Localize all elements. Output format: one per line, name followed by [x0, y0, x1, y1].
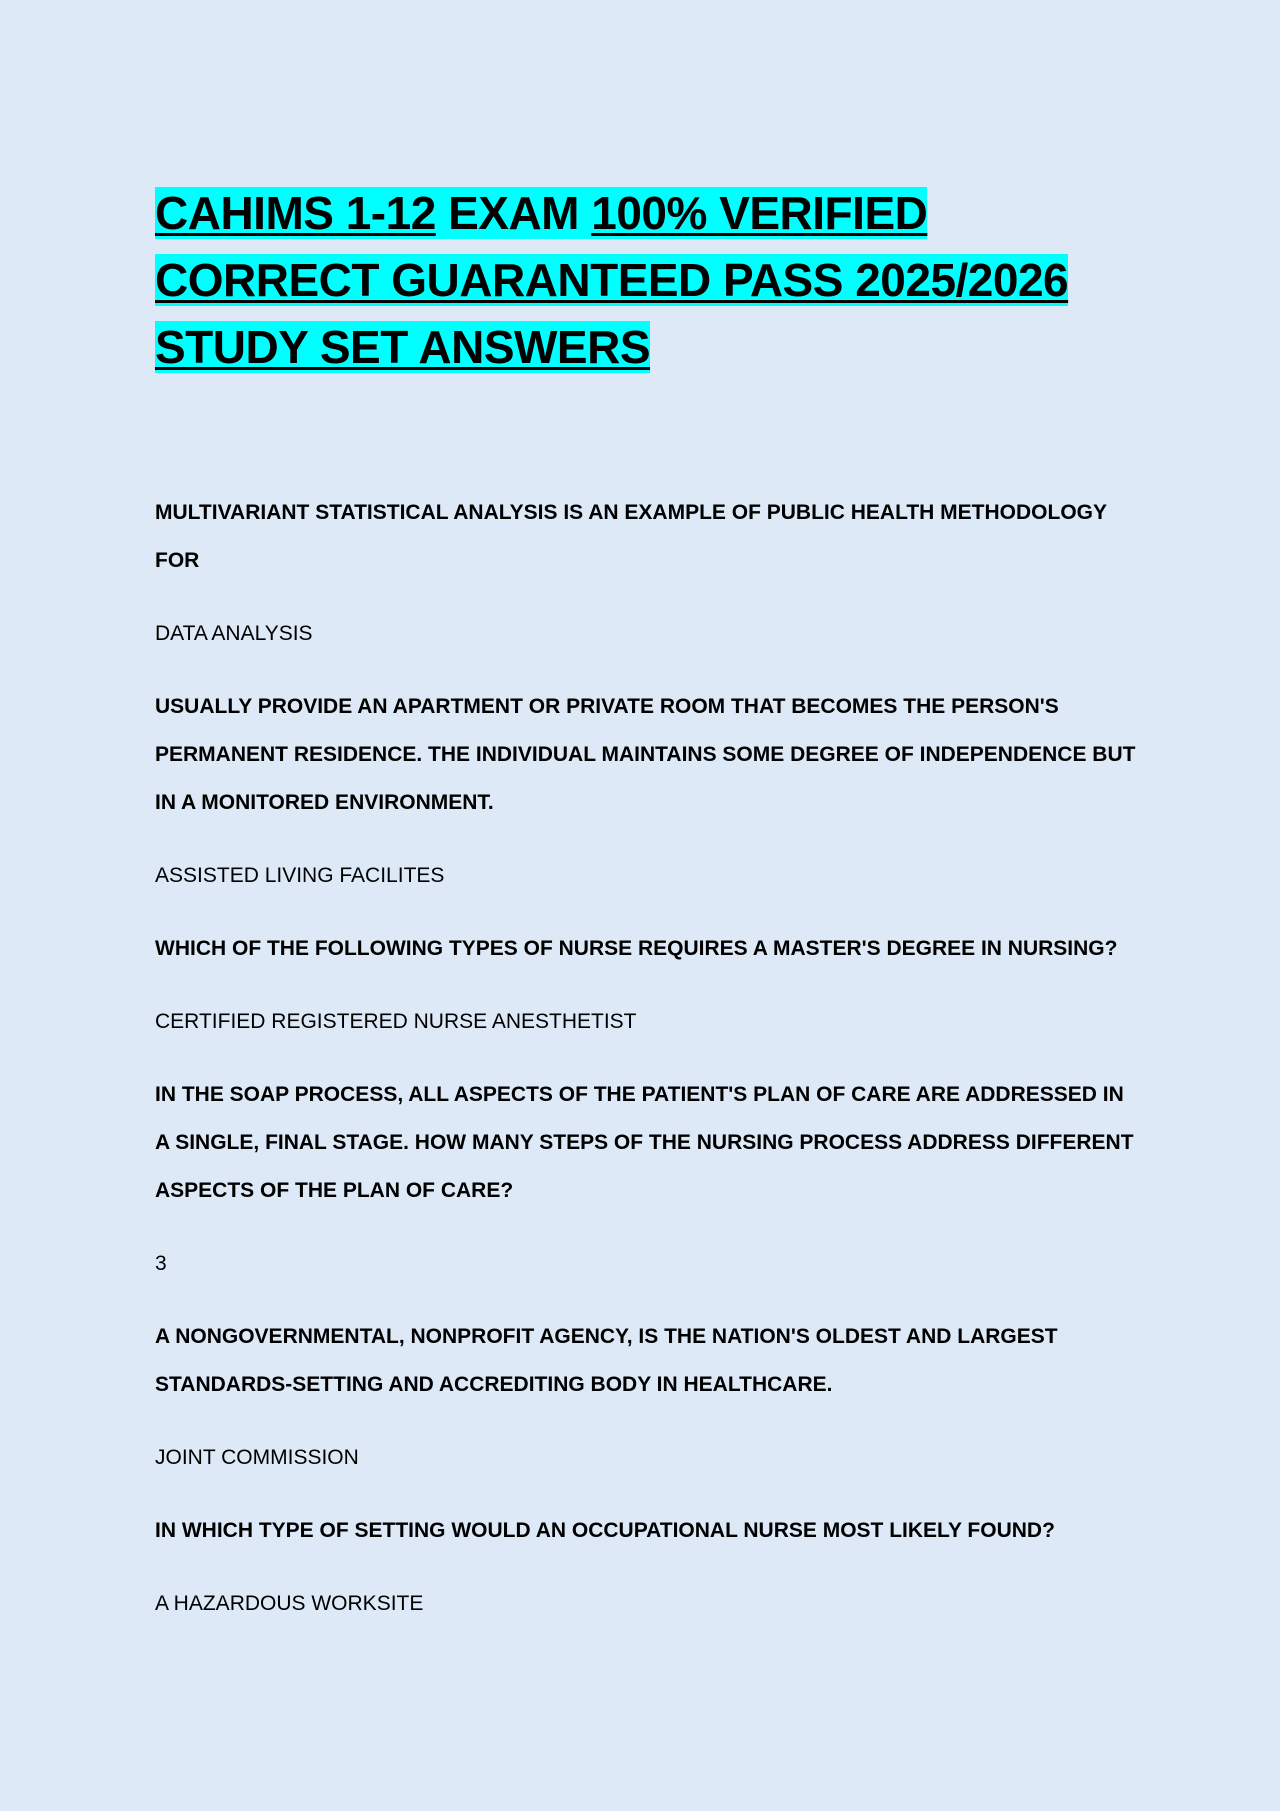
answer-text: 3 — [155, 1252, 167, 1275]
question-text: IN WHICH TYPE OF SETTING WOULD AN OCCUPATIONAL NURSE MOST LIKELY FOUND? — [155, 1519, 1055, 1542]
title-part-exam-code: CAHIMS 1-12 — [155, 187, 436, 239]
qa-item — [155, 925, 1140, 1046]
qa-item — [155, 1313, 1140, 1482]
answer-text: CERTIFIED REGISTERED NURSE ANESTHETIST — [155, 1010, 637, 1033]
answer-text: ASSISTED LIVING FACILITES — [155, 864, 445, 887]
question-text: USUALLY PROVIDE AN APARTMENT OR PRIVATE ROOM THAT BECOMES THE PERSON'S PERMANENT RESIDENCE. THE INDIVIDUAL MAINTAINS SOME DEGREE OF INDEPENDENCE BUT IN A MONITORED ENVIRONMENT. — [155, 695, 1136, 814]
qa-item — [155, 1507, 1140, 1628]
qa-item — [155, 683, 1140, 900]
question-text: IN THE SOAP PROCESS, ALL ASPECTS OF THE PATIENT'S PLAN OF CARE ARE ADDRESSED IN A SINGLE, FINAL STAGE. HOW MANY STEPS OF THE NURSING PROCESS ADDRESS DIFFERENT ASPECTS OF THE PLAN OF CARE? — [155, 1083, 1134, 1202]
document-title — [155, 180, 1140, 381]
answer-text: DATA ANALYSIS — [155, 622, 313, 645]
title-part-tagline: 100% VERIFIED CORRECT GUARANTEED PASS 2025/2026 STUDY SET ANSWERS — [155, 187, 1069, 373]
question-text: WHICH OF THE FOLLOWING TYPES OF NURSE REQUIRES A MASTER'S DEGREE IN NURSING? — [155, 937, 1118, 960]
qa-item — [155, 1071, 1140, 1288]
qa-list — [155, 489, 1140, 1628]
answer-text: JOINT COMMISSION — [155, 1446, 359, 1469]
question-text: A NONGOVERNMENTAL, NONPROFIT AGENCY, IS THE NATION'S OLDEST AND LARGEST STANDARDS-SETTING AND ACCREDITING BODY IN HEALTHCARE. — [155, 1325, 1058, 1396]
answer-text: A HAZARDOUS WORKSITE — [155, 1592, 424, 1615]
qa-item — [155, 489, 1140, 658]
question-text: MULTIVARIANT STATISTICAL ANALYSIS IS AN EXAMPLE OF PUBLIC HEALTH METHODOLOGY FOR — [155, 501, 1107, 572]
title-part-exam-word: EXAM — [435, 187, 592, 239]
